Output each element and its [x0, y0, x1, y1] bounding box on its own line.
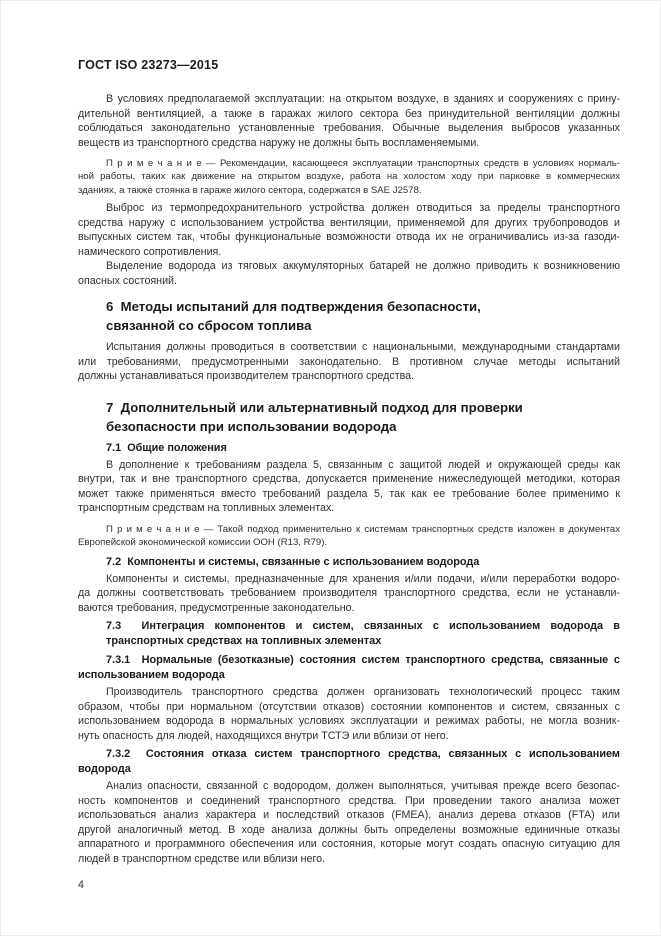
document-content [78, 92, 620, 866]
text-line: В дополнение к требованиям раздела 5, связанным с защитой людей и окружающей среды как [106, 458, 620, 471]
text-line: нуть опасность для людей, находящихся внутри ТСТЭ или вблизи от него. [78, 729, 449, 742]
text-line: П р и м е ч а н и е — Такой подход применительно к системам транспортных средств изложен в документах [106, 523, 620, 535]
paragraph-thermal-relief [78, 201, 620, 259]
heading-7-3-1 [78, 653, 620, 683]
text-line: образом, чтобы при нормальном (отсутствии отказов) состоянии компонентов и систем, связанных с [78, 700, 620, 713]
paragraph-battery-hydrogen [78, 259, 620, 288]
text-line: связанной со сбросом топлива [106, 318, 312, 334]
text-line: дительной вентиляцией, а также в гаражах жилого сектора без принудительной вентиляции должны [78, 107, 620, 120]
text-line: 7.3.1 Нормальные (безотказные) состояния систем транспортного средства, связанные с [106, 654, 620, 667]
text-line: людей в транспортном средстве или вблизи него. [78, 852, 326, 865]
note-unece [78, 523, 620, 550]
text-line: ность компонентов и соединений транспортного средства. При проведении такого анализа может [78, 794, 620, 807]
note-sae-j2578 [78, 157, 620, 197]
text-line: использованием водорода [78, 669, 225, 682]
text-line: да должны соответствовать требованием производителя транспортного средства, если не устанавли- [78, 587, 620, 600]
text-line: 7.3 Интеграция компонентов и систем, связанных с использованием водорода в [106, 620, 620, 633]
text-line: 7 Дополнительный или альтернативный подход для проверки [106, 399, 523, 415]
text-line: ной работы, таких как движение на открытом воздухе, работа на холостом ходу при парковке в коммерческих [78, 171, 620, 183]
text-line: зданиях, а также стоянка в гараже жилого сектора, содержатся в SAE J2578. [78, 184, 422, 196]
heading-section-7 [78, 398, 620, 436]
heading-7-2 [78, 555, 620, 570]
text-line: В условиях предполагаемой эксплуатации: на открытом воздухе, в зданиях и сооружениях с прину- [106, 93, 620, 105]
text-line: опасных состояний. [78, 274, 177, 287]
text-line: Выделение водорода из тяговых аккумуляторных батарей не должно приводить к возникновению [106, 260, 620, 273]
text-line: соблюдаться законодательно установленные требования. Обычные выделения выбросов указанных [78, 122, 620, 134]
paragraph-operating-conditions [78, 92, 620, 150]
paragraph-normal-states [78, 685, 620, 743]
text-line: 7.2 Компоненты и системы, связанные с использованием водорода [106, 555, 480, 568]
page-number: 4 [78, 879, 84, 892]
text-line: транспортных средствах на топливных элементах [106, 635, 382, 648]
text-line: Компоненты и системы, предназначенные для хранения и/или подачи, и/или переработки водоро- [106, 572, 620, 585]
text-line: аппаратного и программного обеспечения или состояния, которые могут создать опасную ситуацию для [78, 838, 620, 851]
heading-7-1 [78, 441, 620, 456]
text-line: или требованиями, предусмотренными законодательно. В противном случае методы испытаний [78, 355, 620, 368]
text-line: может также применяться вместо требований раздела 5, так как ее требование более применимо к [78, 487, 620, 500]
text-line: использованием водорода в нормальных условиях эксплуатации и режимах работы, не могла возник- [78, 715, 620, 728]
text-line: должны устанавливаться производителем транспортного средства. [78, 370, 415, 383]
text-line: П р и м е ч а н и е — Рекомендации, касающееся эксплуатации транспортных средств в условиях нормаль- [106, 158, 620, 169]
document-header: ГОСТ ISO 23273—2015 [78, 58, 219, 72]
heading-7-3 [78, 619, 620, 649]
text-line: водорода [78, 763, 131, 776]
text-line: Испытания должны проводиться в соответствии с национальными, международными стандартами [106, 341, 620, 354]
text-line: выпускных систем так, чтобы функциональные возможности отвода их не ограничивались из-за газоди- [78, 231, 620, 244]
text-line: намического сопротивления. [78, 245, 222, 258]
paragraph-test-methods [78, 340, 620, 384]
text-line: веществ из транспортного средства наружу не должны быть воспламеняемыми. [78, 136, 480, 149]
text-line: использоваться анализ характера и последствий отказов (FMEA), анализ дерева отказов (FTA) или [78, 809, 620, 822]
text-line: средства наружу с использованием устройства вентиляции, применяемой для других трубопроводов и [78, 216, 620, 229]
text-line: внутри, так и вне транспортного средства, допускается применение нижеследующей методики, которая [78, 473, 620, 486]
text-line: Выброс из термопредохранительного устройства должен отводиться за пределы транспортного [106, 202, 620, 215]
text-line: 6 Методы испытаний для подтверждения безопасности, [106, 299, 481, 315]
text-line: ваются требования, предусмотренные законодательно. [78, 601, 355, 614]
text-line: безопасности при использовании водорода [106, 418, 397, 434]
text-line: Производитель транспортного средства должен организовать технологический процесс таким [106, 686, 620, 699]
paragraph-components [78, 572, 620, 616]
text-line: 7.3.2 Состояния отказа систем транспортного средства, связанных с использованием [106, 748, 620, 761]
heading-7-3-2 [78, 747, 620, 777]
text-line: Европейской экономической комиссии ООН (R13, R79). [78, 537, 328, 549]
heading-section-6 [78, 297, 620, 335]
text-line: другой аналогичный метод. В ходе анализа должны быть определены возможные единичные отказы [78, 823, 620, 836]
text-line: Анализ опасности, связанной с водородом, должен выполняться, учитывая прежде всего безопас- [106, 780, 620, 793]
text-line: 7.1 Общие положения [106, 441, 227, 454]
paragraph-failure-states [78, 779, 620, 866]
text-line: транспортным средствам на топливных элементах. [78, 502, 335, 515]
paragraph-general-provisions [78, 458, 620, 516]
